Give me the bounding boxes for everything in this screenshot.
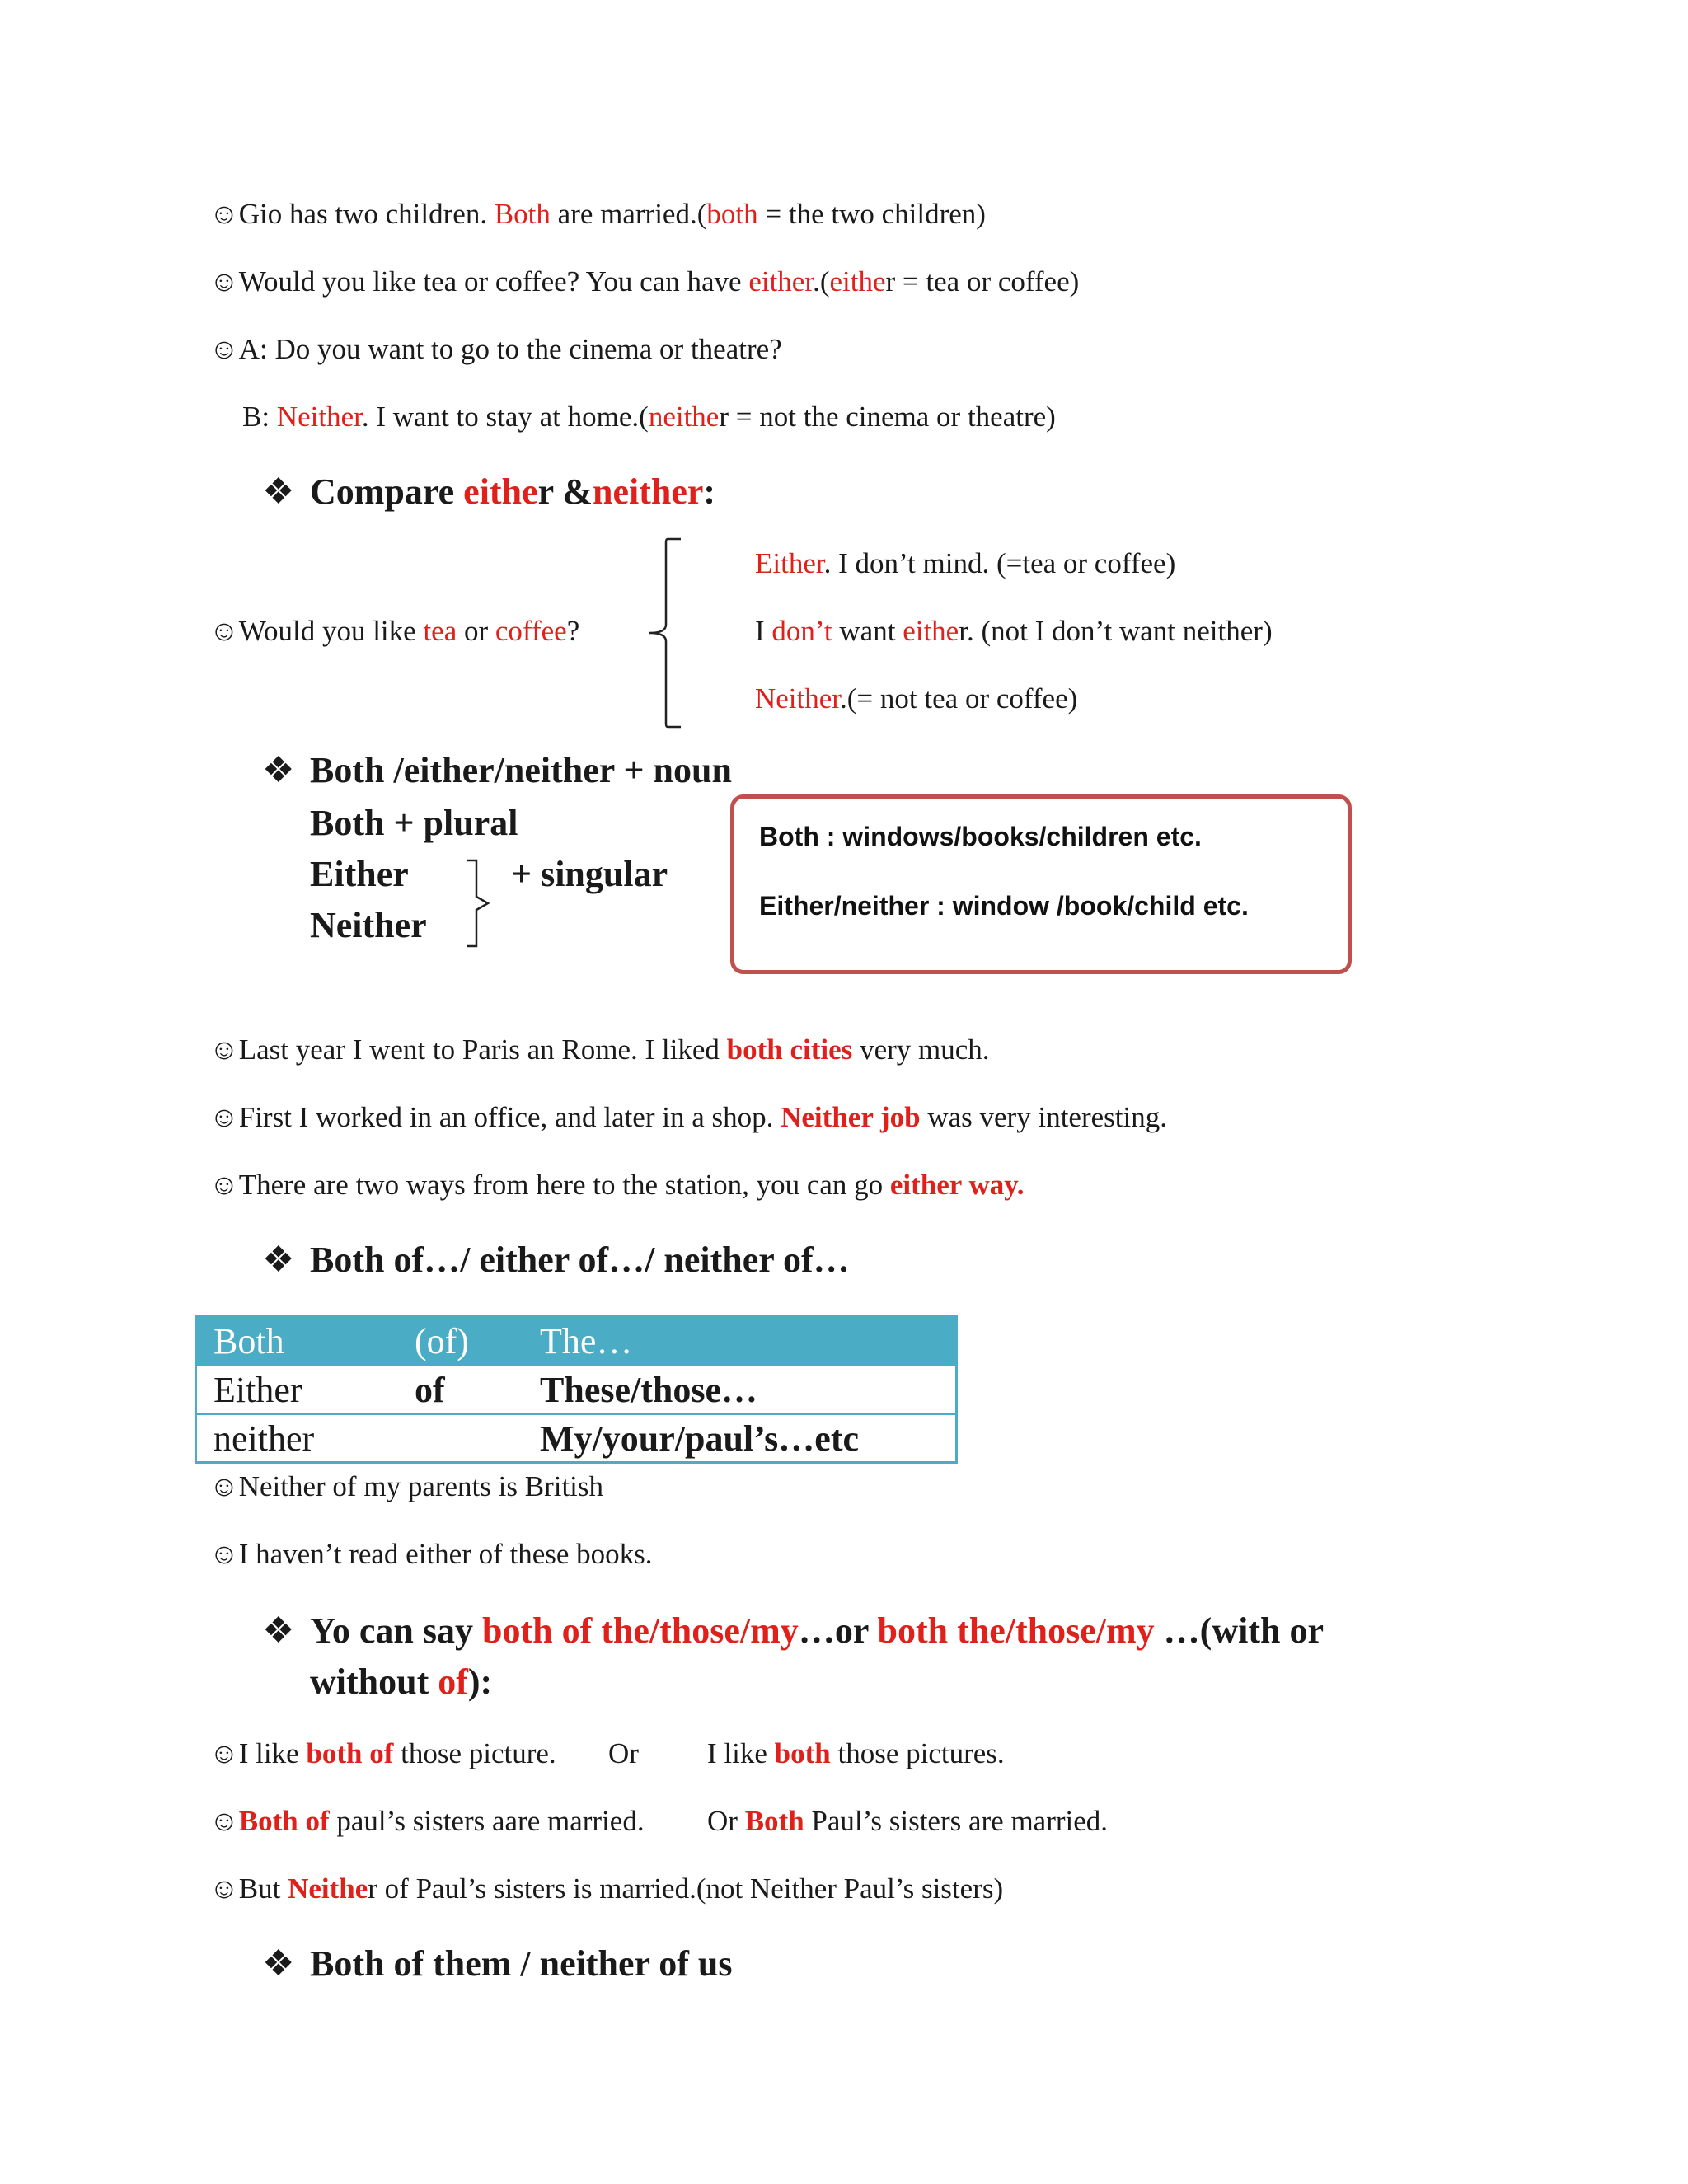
table-cell: of [415,1366,540,1414]
rule-both-plural: Both + plural [310,803,518,843]
rule-either: Either [310,854,409,894]
compare-option-1: Either. I don’t mind. (=tea or coffee) [755,547,1176,579]
rule-neither: Neither [310,905,427,945]
heading-of: ❖ Both of…/ either of…/ neither of… [262,1238,850,1282]
example-line-4: B: Neither. I want to stay at home.(neither = not the cinema or theatre) [242,401,1056,433]
diamond-bullet-icon: ❖ [262,750,295,790]
box-line-both: Both : windows/books/children etc. [759,822,1202,851]
table-cell: These/those… [540,1366,957,1414]
example-job: ☺First I worked in an office, and later in a shop. Neither job was very interesting. [209,1101,1167,1133]
rule-singular: + singular [511,854,668,894]
example-sisters-a: ☺Both of paul’s sisters aare married. [209,1805,645,1837]
example-cities: ☺Last year I went to Paris an Rome. I liked both cities very much. [209,1033,990,1066]
table-row [196,1366,957,1414]
table-cell: Either [196,1366,415,1414]
example-sisters-b: Or Both Paul’s sisters are married. [707,1805,1109,1837]
table-cell [415,1414,540,1463]
compare-question: ☺Would you like tea or coffee? [209,615,580,647]
diamond-bullet-icon: ❖ [262,471,295,512]
heading-noun: ❖ Both /either/neither + noun [262,748,732,793]
compare-option-3: Neither.(= not tea or coffee) [755,682,1078,715]
table-cell: The… [540,1317,957,1366]
table-row [196,1317,957,1366]
heading-them-us: ❖ Both of them / neither of us [262,1942,733,1986]
diamond-bullet-icon: ❖ [262,1610,295,1651]
example-pictures-a: ☺I like both of those picture. [209,1737,556,1769]
table-cell: My/your/paul’s…etc [540,1414,957,1463]
example-line-3: ☺A: Do you want to go to the cinema or theatre? [209,333,782,365]
or-label: Or [608,1737,639,1769]
table-cell: (of) [415,1317,540,1366]
right-brace-icon [463,857,496,949]
example-books: ☺I haven’t read either of these books. [209,1538,653,1570]
table-row [196,1414,957,1463]
example-line-1: ☺Gio has two children. Both are married.(both = the two children) [209,198,986,230]
noun-examples-box [730,794,1352,974]
table-cell: neither [196,1414,415,1463]
compare-option-2: I don’t want either. (not I don’t want neither) [755,615,1273,647]
heading-you-can-say: ❖ Yo can say both of the/those/my…or both the/those/my …(with or [262,1609,1324,1653]
heading-compare: ❖ Compare either &neither: [262,470,715,514]
diamond-bullet-icon: ❖ [262,1943,295,1984]
diamond-bullet-icon: ❖ [262,1240,295,1280]
table-cell: Both [196,1317,415,1366]
grammar-table [195,1315,958,1464]
example-line-2: ☺Would you like tea or coffee? You can have either.(either = tea or coffee) [209,265,1080,298]
box-line-either-neither: Either/neither : window /book/child etc. [759,891,1249,921]
example-sisters-neither: ☺But Neither of Paul’s sisters is married.(not Neither Paul’s sisters) [209,1872,1004,1905]
example-pictures-b: I like both those pictures. [707,1737,1005,1769]
curly-brace-icon [643,536,684,730]
example-way: ☺There are two ways from here to the station, you can go either way. [209,1169,1025,1201]
heading-you-can-say-cont: without of): [310,1661,493,1702]
example-parents: ☺Neither of my parents is British [209,1470,604,1502]
